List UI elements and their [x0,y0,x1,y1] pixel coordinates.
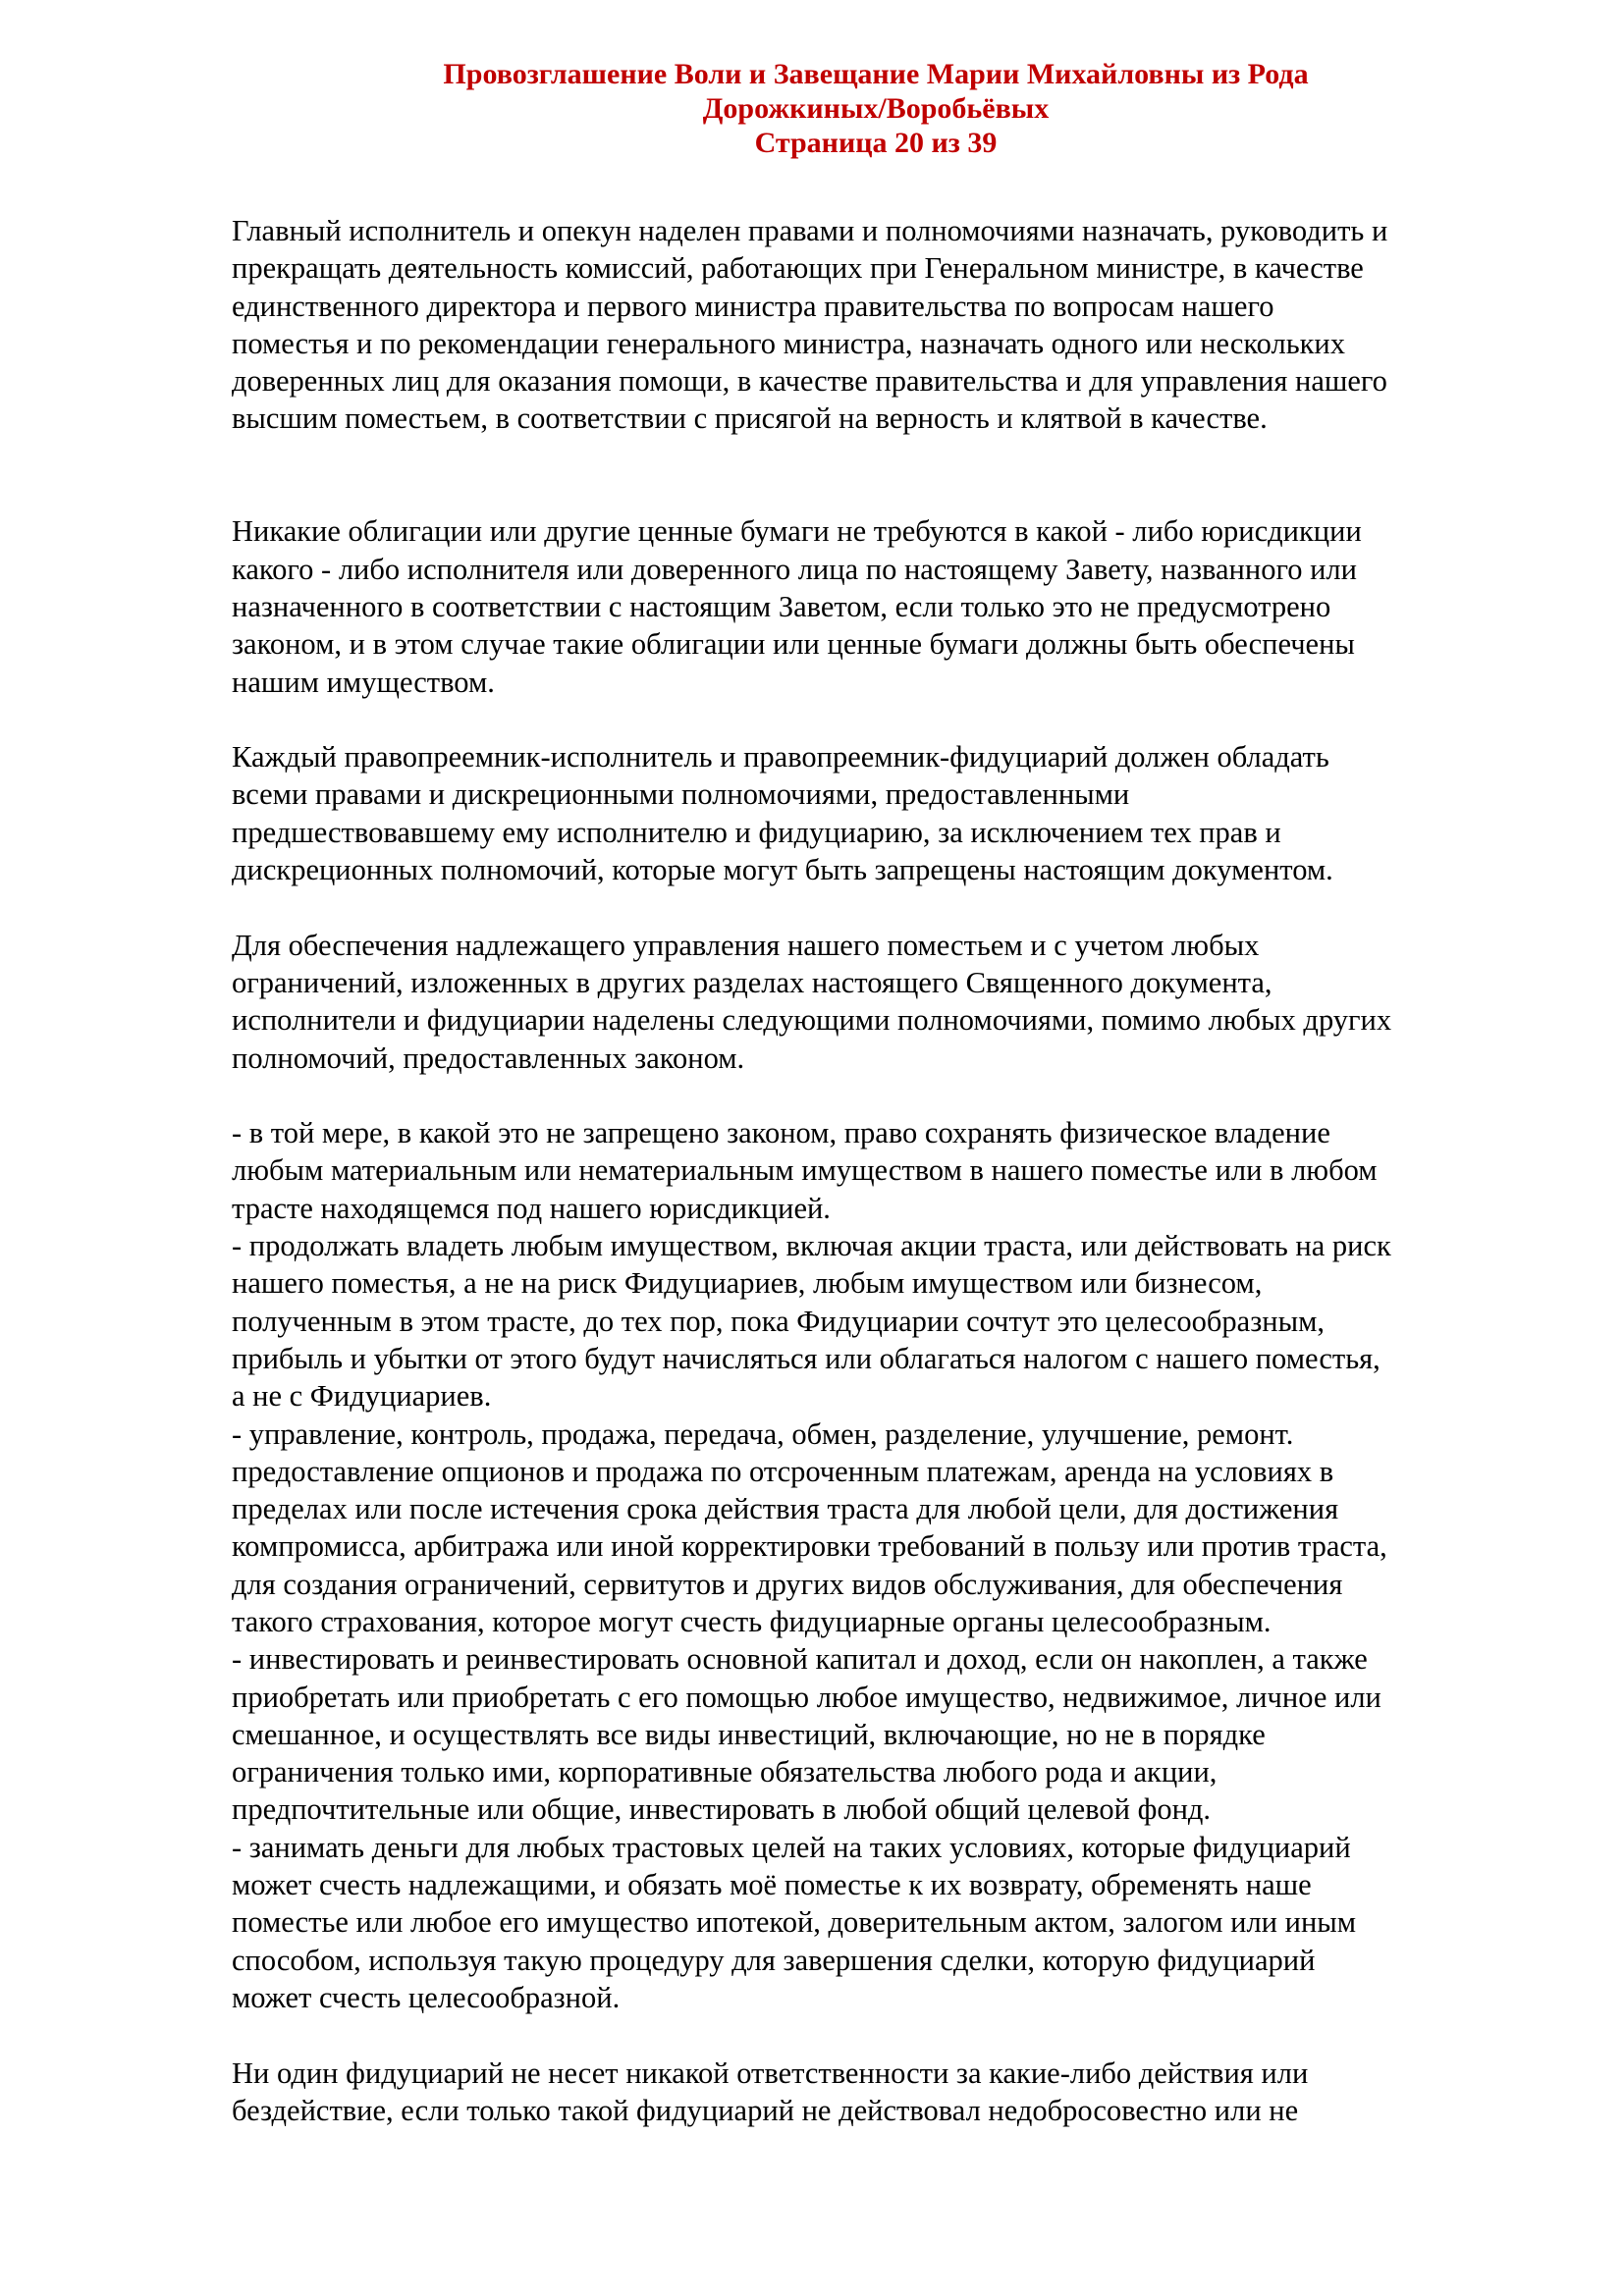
list-item-line: для создания ограничений, сервитутов и других видов обслуживания, для обеспечения [232,1567,1343,1601]
text-line: высшим поместьем, в соответствии с присягой на верность и клятвой в качестве. [232,401,1268,436]
spacer [232,1077,1547,1114]
title-line-1: Провозглашение Воли и Завещание Марии Михайловны из Рода [443,58,1309,90]
spacer [232,888,1547,926]
list-item-line: может счесть целесообразной. [232,1980,621,2014]
list-item-line: предоставление опционов и продажа по отсроченным платежам, аренда на условиях в [232,1454,1334,1488]
text-line: Для обеспечения надлежащего управления нашего поместьем и с учетом любых [232,928,1260,962]
list-item-line: - продолжать владеть любым имуществом, включая акции траста, или действовать на риск [232,1229,1391,1263]
list-item-line: - управление, контроль, продажа, передача, обмен, разделение, улучшение, ремонт. [232,1416,1294,1451]
list-item-line: ограничения только ими, корпоративные обязательства любого рода и акции, [232,1755,1218,1789]
list-item-line: - занимать деньги для любых трастовых целей на таких условиях, которые фидуциарий [232,1830,1351,1864]
list-item-line: предпочтительные или общие, инвестировать в любой общий целевой фонд. [232,1792,1212,1827]
text-line: дискреционных полномочий, которые могут быть запрещены настоящим документом. [232,853,1333,887]
list-item-line: а не с Фидуциариев. [232,1379,492,1414]
list-item-line: трасте находящемся под нашего юрисдикцией. [232,1191,831,1225]
list-item-line: пределах или после истечения срока действия траста для любой цели, для достижения [232,1492,1339,1526]
text-line: ограничений, изложенных в других разделах настоящего Священного документа, [232,965,1272,999]
list-item-line: - инвестировать и реинвестировать основной капитал и доход, если он накоплен, а также [232,1642,1368,1677]
page-indicator: Страница 20 из 39 [754,127,998,159]
list-item-line: смешанное, и осуществлять все виды инвестиций, включающие, но не в порядке [232,1717,1266,1751]
title-line-2: Дорожкиных/Воробьёвых [702,92,1050,125]
text-line: бездействие, если только такой фидуциарий не действовал недобросовестно или не [232,2093,1299,2127]
document-title [0,57,1624,160]
powers-list [232,1114,1547,2016]
list-item-line: полученным в этом трасте, до тех пор, пока Фидуциарии сочтут это целесообразным, [232,1304,1326,1338]
text-line: исполнители и фидуциарии наделены следующими полномочиями, помимо любых других [232,1003,1392,1038]
text-line: прекращать деятельность комиссий, работающих при Генеральном министре, в качестве [232,251,1364,286]
text-line: поместья и по рекомендации генерального министра, назначать одного или нескольких [232,326,1345,360]
list-item-line: способом, используя такую процедуру для завершения сделки, которую фидуциарий [232,1943,1316,1977]
spacer [232,438,1547,475]
list-item-line: такого страхования, которое могут счесть фидуциарные органы целесообразным. [232,1604,1272,1638]
list-item-line: - в той мере, в какой это не запрещено законом, право сохранять физическое владение [232,1116,1330,1150]
text-line: Каждый правопреемник-исполнитель и правопреемник-фидуциарий должен обладать [232,740,1329,774]
text-line: Никакие облигации или другие ценные бумаги не требуются в какой - либо юрисдикции [232,514,1362,549]
list-item-line: компромисса, арбитража или иной корректировки требований в пользу или против траста, [232,1529,1387,1564]
text-line: единственного директора и первого министра правительства по вопросам нашего [232,289,1274,323]
paragraph-liability [232,2055,1547,2130]
text-line: назначенного в соответствии с настоящим Заветом, если только это не предусмотрено [232,589,1331,623]
document-body [232,212,1547,2129]
paragraph-powers-intro [232,927,1547,1077]
paragraph-successors [232,738,1547,888]
list-item-line: может счесть надлежащими, и обязать моё поместье к их возврату, обременять наше [232,1868,1312,1902]
spacer [232,475,1547,512]
spacer [232,701,1547,738]
text-line: полномочий, предоставленных законом. [232,1041,745,1075]
text-line: доверенных лиц для оказания помощи, в качестве правительства и для управления нашего [232,364,1387,399]
text-line: Главный исполнитель и опекун наделен правами и полномочиями назначать, руководить и [232,214,1388,247]
paragraph-bonds [232,512,1547,700]
paragraph-chief-executor [232,212,1547,438]
text-line: Ни один фидуциарий не несет никакой ответственности за какие-либо действия или [232,2056,1309,2090]
list-item-line: поместье или любое его имущество ипотекой, доверительным актом, залогом или иным [232,1905,1357,1940]
list-item-line: прибыль и убытки от этого будут начисляться или облагаться налогом с нашего поместья, [232,1341,1380,1375]
text-line: законом, и в этом случае такие облигации или ценные бумаги должны быть обеспечены [232,627,1355,662]
spacer [232,2016,1547,2054]
text-line: всеми правами и дискреционными полномочиями, предоставленными [232,777,1130,812]
text-line: нашим имуществом. [232,665,495,699]
list-item-line: любым материальным или нематериальным имуществом в нашего поместье или в любом [232,1153,1378,1188]
text-line: предшествовавшему ему исполнителю и фидуциарию, за исключением тех прав и [232,815,1281,849]
list-item-line: приобретать или приобретать с его помощью любое имущество, недвижимое, личное или [232,1680,1381,1714]
list-item-line: нашего поместья, а не на риск Фидуциариев, любым имуществом или бизнесом, [232,1266,1263,1301]
text-line: какого - либо исполнителя или доверенного лица по настоящему Завету, названного или [232,552,1357,586]
